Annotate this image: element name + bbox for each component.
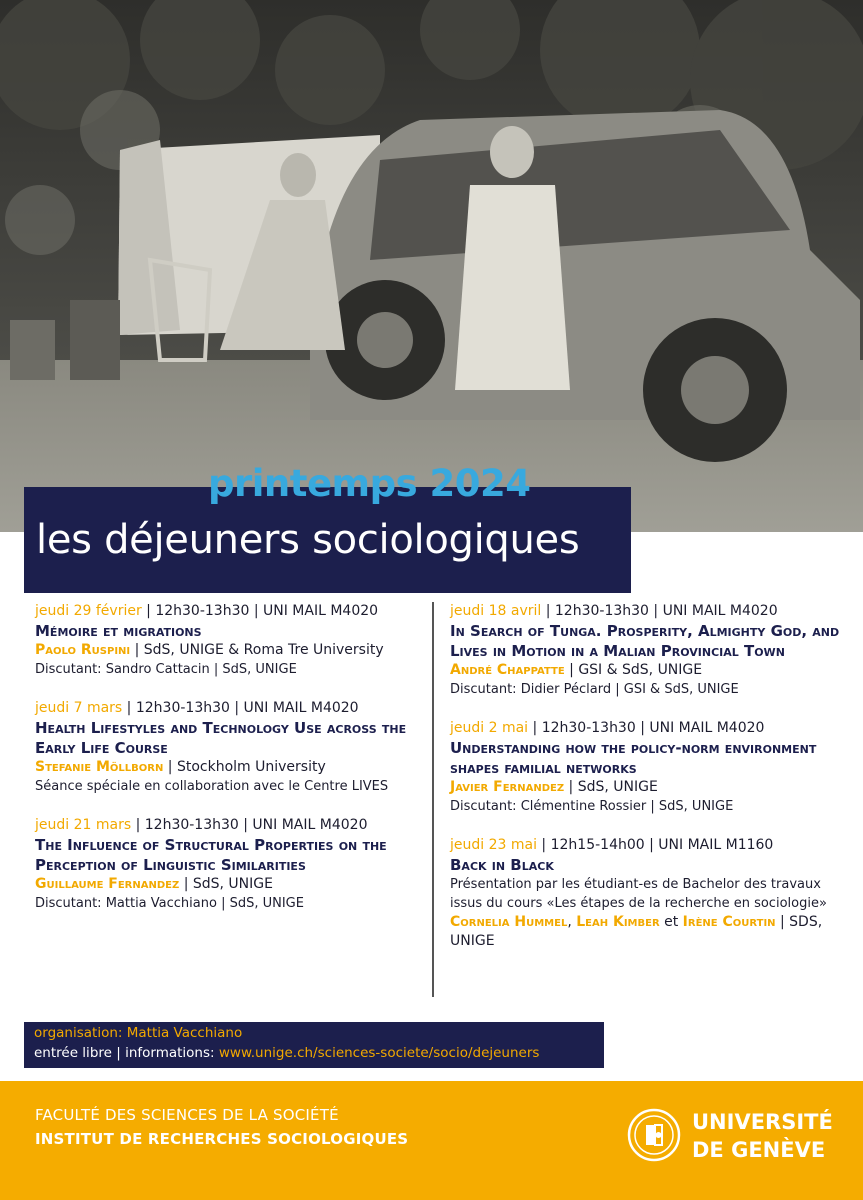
event-item bbox=[450, 719, 840, 816]
event-speaker: Stefanie Möllborn bbox=[35, 759, 164, 775]
column-divider bbox=[432, 602, 434, 997]
event-item bbox=[35, 816, 415, 913]
university-name-line2: DE GENÈVE bbox=[692, 1138, 826, 1162]
event-date: jeudi 21 mars bbox=[35, 817, 132, 833]
event-title: Mémoire et migrations bbox=[35, 622, 202, 640]
event-meta: | 12h15-14h00 | UNI MAIL M1160 bbox=[536, 837, 774, 853]
event-title: In Search of Tunga. Prosperity, Almighty God, and Lives in Motion in a Malian Provincial Town bbox=[450, 622, 840, 660]
event-speaker: Guillaume Fernandez bbox=[35, 876, 180, 892]
event-date: jeudi 7 mars bbox=[35, 700, 123, 716]
event-meta: | 12h30-13h30 | UNI MAIL M4020 bbox=[528, 720, 765, 736]
event-date: jeudi 23 mai bbox=[450, 837, 537, 853]
event-speaker: Javier Fernandez bbox=[450, 779, 565, 795]
info-prefix: entrée libre | informations: bbox=[34, 1045, 219, 1061]
event-title: The Influence of Structural Properties on the Perception of Linguistic Similarities bbox=[35, 836, 387, 874]
event-speaker: Irène Courtin bbox=[682, 914, 776, 930]
event-affiliation: | SdS, UNIGE bbox=[564, 779, 658, 795]
event-meta: | 12h30-13h30 | UNI MAIL M4020 bbox=[122, 700, 359, 716]
event-date: jeudi 2 mai bbox=[450, 720, 529, 736]
speaker-separator: et bbox=[659, 914, 683, 930]
series-title: les déjeuners sociologiques bbox=[36, 517, 580, 563]
event-item bbox=[35, 699, 415, 796]
season-title: printemps 2024 bbox=[208, 462, 531, 505]
event-affiliation: | Stockholm University bbox=[163, 759, 326, 775]
event-affiliation: | GSI & SdS, UNIGE bbox=[564, 662, 703, 678]
event-date: jeudi 18 avril bbox=[450, 603, 542, 619]
event-title: Health Lifestyles and Technology Use across the Early Life Course bbox=[35, 719, 407, 757]
event-detail: Présentation par les étudiant-es de Bachelor des travaux issus du cours «Les étapes de la recherche en sociologie» bbox=[450, 877, 827, 911]
header-photo bbox=[0, 0, 863, 532]
event-detail: Séance spéciale en collaboration avec le Centre LIVES bbox=[35, 779, 389, 794]
event-meta: | 12h30-13h30 | UNI MAIL M4020 bbox=[541, 603, 778, 619]
event-title: Understanding how the policy-norm environment shapes familial networks bbox=[450, 739, 817, 777]
info-line bbox=[34, 1045, 539, 1061]
event-meta: | 12h30-13h30 | UNI MAIL M4020 bbox=[131, 817, 368, 833]
events-column-right bbox=[450, 602, 840, 971]
event-detail: Discutant: Didier Péclard | GSI & SdS, UNIGE bbox=[450, 682, 739, 697]
event-item bbox=[450, 602, 840, 699]
event-item bbox=[35, 602, 415, 679]
faculty-name: FACULTÉ DES SCIENCES DE LA SOCIÉTÉ bbox=[35, 1106, 339, 1124]
university-name-line1: UNIVERSITÉ bbox=[692, 1110, 833, 1134]
event-detail: Discutant: Sandro Cattacin | SdS, UNIGE bbox=[35, 662, 297, 677]
info-link[interactable]: www.unige.ch/sciences-societe/socio/dejeuners bbox=[218, 1045, 540, 1061]
event-title: Back in Black bbox=[450, 856, 554, 874]
event-speaker: Cornelia Hummel bbox=[450, 914, 568, 930]
event-affiliation: | SdS, UNIGE bbox=[179, 876, 273, 892]
event-date: jeudi 29 février bbox=[35, 603, 142, 619]
event-detail: Discutant: Clémentine Rossier | SdS, UNIGE bbox=[450, 799, 734, 814]
event-affiliation: | SDS, UNIGE bbox=[450, 914, 823, 949]
event-item bbox=[450, 836, 840, 951]
event-affiliation: | SdS, UNIGE & Roma Tre University bbox=[130, 642, 384, 658]
event-meta: | 12h30-13h30 | UNI MAIL M4020 bbox=[141, 603, 379, 619]
event-detail: Discutant: Mattia Vacchiano | SdS, UNIGE bbox=[35, 896, 304, 911]
events-column-left bbox=[35, 602, 415, 933]
institute-name: INSTITUT DE RECHERCHES SOCIOLOGIQUES bbox=[35, 1130, 409, 1148]
university-seal-icon bbox=[627, 1108, 681, 1166]
organisation-line: organisation: Mattia Vacchiano bbox=[34, 1025, 243, 1041]
event-speaker: Paolo Ruspini bbox=[35, 642, 131, 658]
event-speaker: Leah Kimber bbox=[576, 914, 660, 930]
event-speaker: André Chappatte bbox=[450, 662, 565, 678]
speaker-separator: , bbox=[567, 914, 577, 930]
